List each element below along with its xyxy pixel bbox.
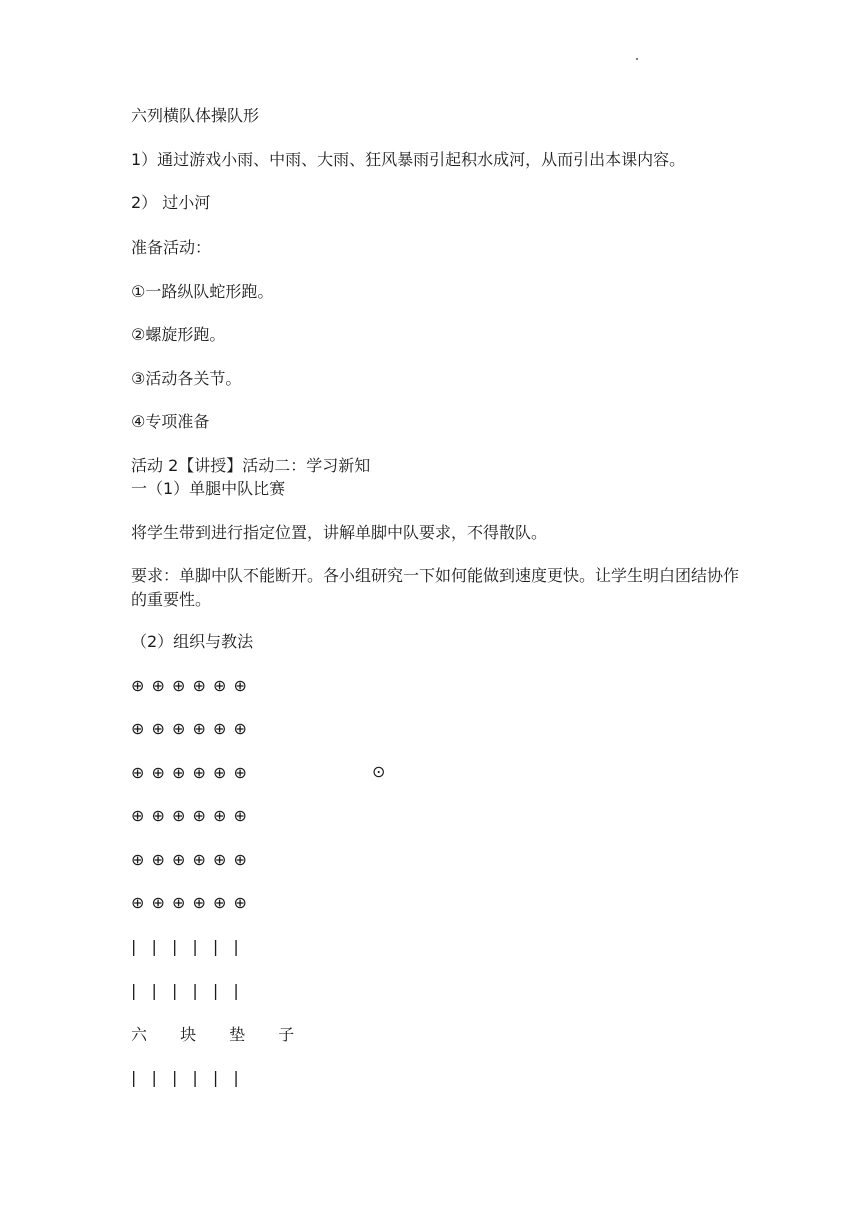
warmup-item-1: ①一路纵队蛇形跑。	[131, 282, 274, 301]
teacher-position-icon: ⊙	[372, 762, 386, 781]
page-dot-mark	[636, 58, 638, 60]
mats-label: 六 块 垫 子	[131, 1025, 309, 1044]
formation-row-3: ⊕ ⊕ ⊕ ⊕ ⊕ ⊕	[131, 763, 248, 782]
requirement-paragraph: 要求：单脚中队不能断开。各小组研究一下如何能做到速度更快。让学生明白团结协作的重要性。	[131, 566, 740, 609]
bar-row-1: | | | | | |	[131, 937, 244, 956]
instruction-text: 将学生带到进行指定位置，讲解单脚中队要求，不得散队。	[131, 523, 548, 542]
formation-row-1: ⊕ ⊕ ⊕ ⊕ ⊕ ⊕	[131, 676, 248, 695]
formation-row-4: ⊕ ⊕ ⊕ ⊕ ⊕ ⊕	[131, 806, 248, 825]
formation-row-5: ⊕ ⊕ ⊕ ⊕ ⊕ ⊕	[131, 850, 248, 869]
warmup-item-4: ④专项准备	[131, 412, 210, 431]
formation-row-2: ⊕ ⊕ ⊕ ⊕ ⊕ ⊕	[131, 719, 248, 738]
bar-row-3: | | | | | |	[131, 1068, 244, 1087]
formation-row-6: ⊕ ⊕ ⊕ ⊕ ⊕ ⊕	[131, 893, 248, 912]
section-2-heading: （2）组织与教法	[131, 632, 254, 651]
warmup-item-2: ②螺旋形跑。	[131, 325, 226, 344]
bar-row-2: | | | | | |	[131, 981, 244, 1000]
warmup-item-3: ③活动各关节。	[131, 369, 242, 388]
warmup-heading: 准备活动：	[131, 238, 212, 257]
activity-2-heading: 活动 2【讲授】活动二：学习新知	[131, 456, 371, 475]
step-2-text: 2） 过小河	[131, 193, 211, 212]
heading-formation: 六列横队体操队形	[131, 106, 260, 125]
step-1-text: 1）通过游戏小雨、中雨、大雨、狂风暴雨引起积水成河，从而引出本课内容。	[131, 150, 686, 169]
section-1-heading: 一（1）单腿中队比赛	[131, 479, 286, 498]
